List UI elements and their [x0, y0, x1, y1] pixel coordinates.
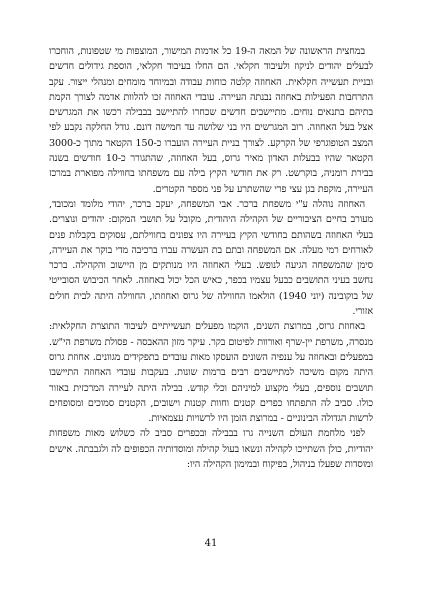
paragraph-3: באחוזת גרוס, במרוצת השנים, הוקמו מפעלים תעשייתיים לעיבוד התוצרת החקלאית: מנסרה, משרפת יין-שרף ואורוות לפיטום בקר. עיקר מזון ההאבסה - פסולת משרפת הי"ש. במפעלים ובאחוזה על ענפיה השונים הועסקו מאות עובדים בתפקידים מגוונים. אחוזת גרוס היתה מקום משיכה למתיישבים רבים ברמות שונות. בעקבות עובדי האחוזה התיישבו תושבים נוספים, בעלי מקצוע למיניהם וכלי קודש. בבילה היתה לעיירה המרכזית באזור כולו. סביב לה התפתחו כפרים קטנים וחוות קטנות וישובים, הקטנים סמוכים ומסופחים לרשות הגדולה הבינוניים - במרוצת הזמן היו לרשויות עצמאיות.	[49, 321, 373, 425]
body-text	[49, 44, 373, 472]
page-number: 41	[204, 538, 218, 549]
paragraph-1: במחצית הראשונה של המאה ה-19 כל אדמות המישור, המוצפות מי שטפונות, הוחכרו לבעלים יהודים לניקוז ולעיבוד חקלאי. הם החלו בעיבוד חקלאי, הוספת גידולים חדשים ובניית תעשייה חקלאית. האחוזה קלטה כוחות עבודה ובמיוחד מומחים ומנהלי ייצור. עקב התרחבות הפעילות באחוזה נבנתה העיירה. עובדי האחוזה זכו להלוות אדמה לצורך הקמת בתיהם בתנאים נוחים. מתיישבים חדשים שכחרו להתיישב בבבילה רכשו את המגרשים אצל בעל האחוזה. רוב המגרשים היו בני שלושה עד חמישה דונם. גודל החלקה נקבע לפי המצב הטופוגרפי של הקרקע. לצורך בניית העיירה הועברו כ-150 הקטאר מתוך כ-3000 הקטאר שהיו בבעלות האדון מאיר גרוס, בעל האחוזה, שהתגורר כ-10 חודשים בשנה בבירת רומניה, בוקרשט. רק את חודשי הקיץ בילה עם משפחתו בחווילה מפוארת במרכז העיירה, מוקפת בגן עצי פרי שהשתרע על פני מספר הקטרים.	[49, 46, 374, 195]
paragraph-2: האחוזה נוהלה ע"י משפחת ברכר. אבי המשפחה, יעקב ברכר, יהודי מלומד ומכובד, מעורב בחיים הציבוריים של הקהילה היהודית, מקובל על תושבי המקום: יהודים ונוצרים. בעלי האחוזה בשהותם בחודשי הקיץ בעיירה היו צפונים בחווילתם, עסוקים בקבלות פנים לאורחים רמי מעלה. אם המשפחה ובתם בת העשרה עברו ברכיבה מדי בוקר את העיירה, סימן שהמשפחה הגיעה לנופש. בעלי האחוזה היו מנותקים מן היישוב והקהילה. ברכר נחשב בעיני התושבים כבעל עצמיו בכפר, כאיש הכל יכול באחוזה. לאחר הכיבוש הסובייטי של בוקובינה (יוני 1940) הולאמו החווילה של גרוס ואחוזתו, החווילה היתה לבית חולים אזורי.	[49, 198, 373, 318]
paragraph-4: לפני מלחמת העולם השנייה גרו בבבילה ובכפרים סביב לה כשלוש מאות משפחות יהודיות, כולן השתייכו לקהילה ונשאו בעול קהילה ומוסדותיה הכפופים לה ולגבבתה. אישים ומוסדות שפעלו בניהול, בפיקוח ובמימון הקהילה היו:	[49, 428, 373, 471]
